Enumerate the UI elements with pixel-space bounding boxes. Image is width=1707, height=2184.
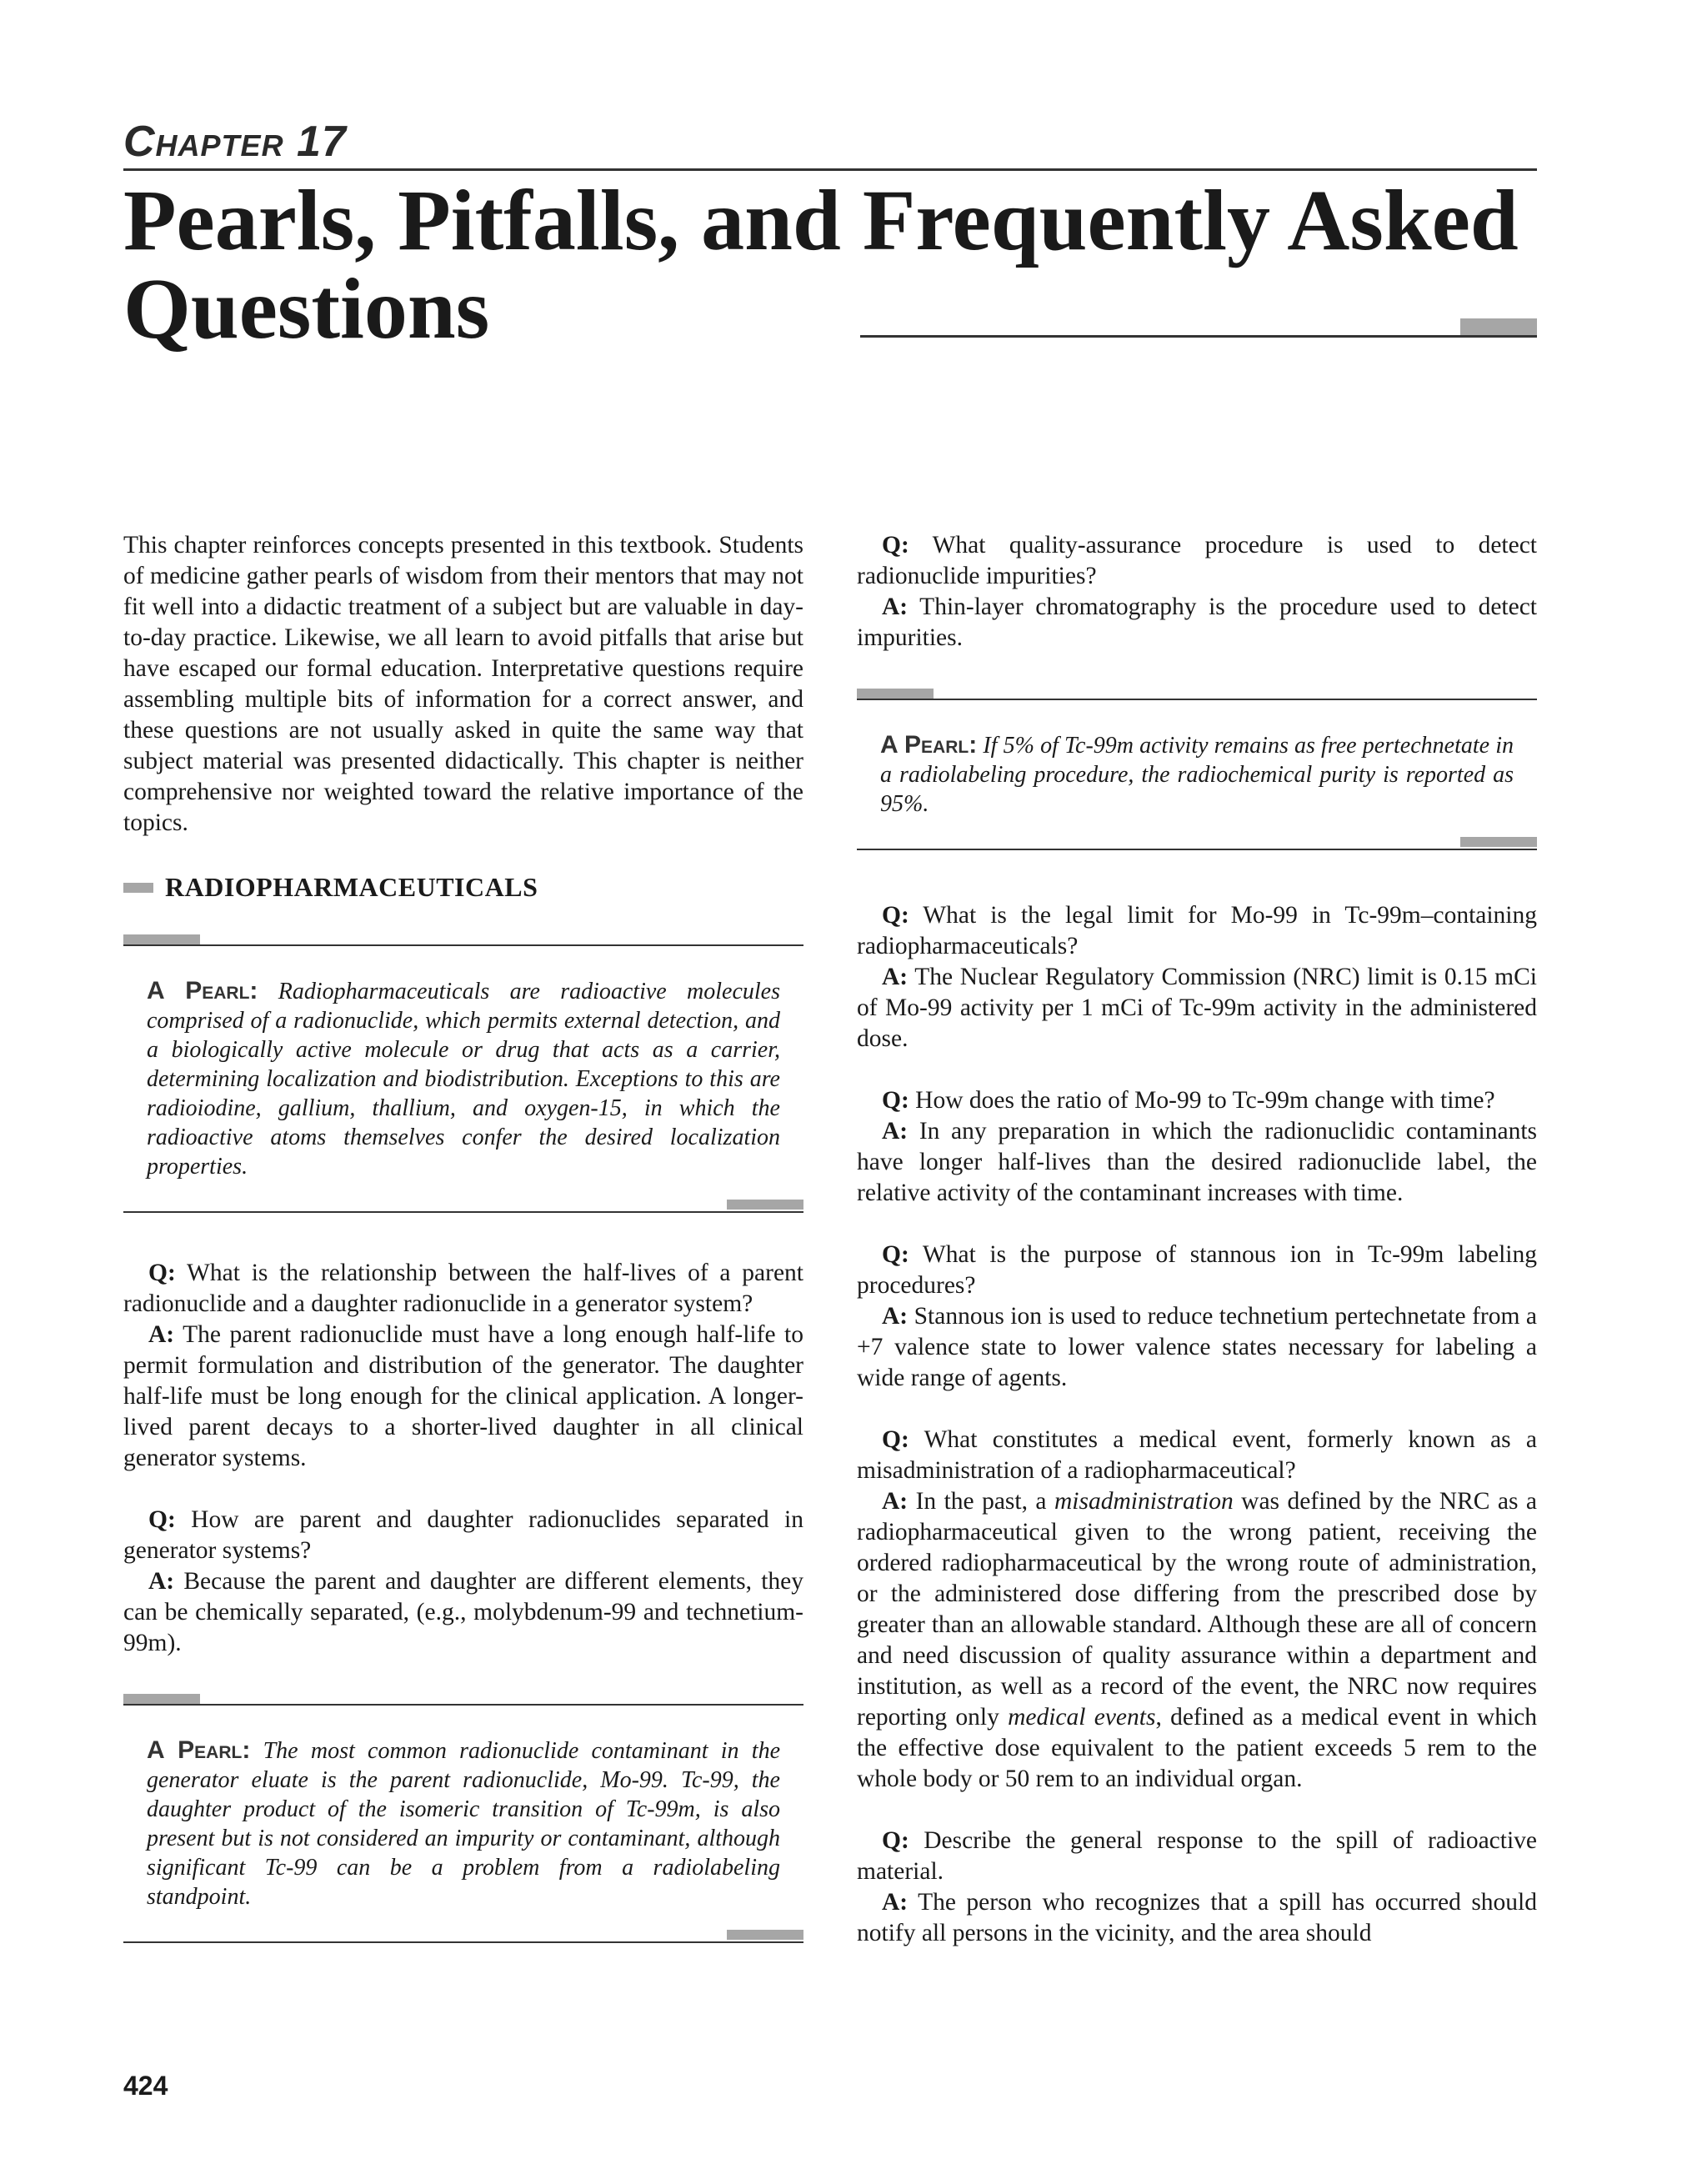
- section-heading-text: RADIOPHARMACEUTICALS: [165, 872, 538, 902]
- question-label: Q:: [882, 1087, 909, 1114]
- answer-text: The person who recognizes that a spill has occurred should notify all persons in the vicinity, and the area should: [857, 1889, 1538, 1946]
- answer: [857, 1301, 1537, 1394]
- question-text: What is the relationship between the half-lives of a parent radionuclide and a daughter radionuclide in a generator system?: [123, 1260, 803, 1317]
- pearl-box: [857, 699, 1537, 850]
- answer: [857, 1887, 1537, 1949]
- title-accent-bar: [1460, 318, 1537, 335]
- answer-label: A:: [882, 964, 909, 990]
- answer: [857, 1486, 1537, 1795]
- qa-block: [123, 1258, 803, 1474]
- question-text: How are parent and daughter radionuclides separated in generator systems?: [123, 1506, 803, 1564]
- question: [857, 900, 1537, 962]
- pearl-box: [123, 1704, 803, 1943]
- right-column: [857, 530, 1537, 1980]
- pearl-bottom-bar: [1460, 837, 1537, 847]
- chapter-label: Chapter 17: [123, 118, 347, 166]
- question-label: Q:: [882, 1827, 909, 1854]
- answer-text: Because the parent and daughter are different elements, they can be chemically separated, (e.g., molybdenum-99 and technetium-99m).: [123, 1568, 804, 1656]
- intro-paragraph: This chapter reinforces concepts presented in this textbook. Students of medicine gather pearls of wisdom from their mentors that may not fit well into a didactic treatment of a subject but are valuable in day-to-day practice. Likewise, we all learn to avoid pitfalls that arise but have escaped our formal education. Interpretative questions require assembling multiple bits of information for a correct answer, and these questions are not usually asked in quite the same way that subject material was presented didactically. This chapter is neither comprehensive nor weighted toward the relative importance of the topics.: [123, 532, 803, 836]
- answer-label: A:: [882, 1889, 909, 1916]
- pearl-body: The most common radionuclide contaminant in the generator eluate is the parent radionuclide, Mo-99. Tc-99, the daughter product of the isomeric transition of Tc-99m, is also present but is not considered an impurity or contaminant, although significant Tc-99 can be a problem from a radiolabeling standpoint.: [147, 1738, 781, 1910]
- chapter-title: Pearls, Pitfalls, and Frequently Asked Questions: [123, 173, 1519, 357]
- qa-block: [857, 1425, 1537, 1795]
- question-label: Q:: [882, 902, 909, 929]
- question: [123, 1505, 803, 1566]
- answer-text-1: In the past, a: [915, 1488, 1054, 1515]
- pearl-top-bar: [123, 934, 200, 944]
- answer-label: A:: [882, 1488, 909, 1515]
- question-text: How does the ratio of Mo-99 to Tc-99m change with time?: [915, 1087, 1495, 1114]
- answer-text: Stannous ion is used to reduce technetium pertechnetate from a +7 valence state to lower valence states necessary for labeling a wide range of agents.: [857, 1303, 1537, 1391]
- question-label: Q:: [882, 532, 909, 559]
- pearl-top-bar: [123, 1694, 200, 1704]
- pearl-bottom-bar: [727, 1200, 803, 1210]
- question: [857, 1425, 1537, 1486]
- question: [857, 1826, 1537, 1887]
- answer: [123, 1320, 803, 1474]
- answer-text-2: was defined by the NRC as a radiopharmaceutical given to the wrong patient, receiving the ordered radiopharmaceutical by the wrong route of administration, or the administered dose differing from the prescribed dose by greater than an allowable standard. Although these are all of concern and need discussion of quality assurance within a department and institution, as well as a record of the event, the NRC now requires reporting only: [857, 1488, 1537, 1731]
- section-heading: [123, 872, 803, 903]
- pearl-top-bar: [857, 689, 934, 699]
- qa-block: [857, 900, 1537, 1054]
- question: [857, 1085, 1537, 1116]
- answer: [857, 592, 1537, 654]
- question: [857, 530, 1537, 592]
- title-rule: [860, 335, 1537, 338]
- pearl-text: [147, 976, 780, 1181]
- question: [857, 1240, 1537, 1301]
- answer-text-3: , defined as a medical event in which the effective dose equivalent to the patient exceeds 5 rem to the whole body or 50 rem to an individual organ.: [857, 1704, 1537, 1792]
- qa-block: [857, 1085, 1537, 1209]
- question-text: Describe the general response to the spill of radioactive material.: [857, 1827, 1538, 1885]
- pearl-box: [123, 944, 803, 1213]
- left-column: [123, 530, 803, 1988]
- answer-emphasis-medical-events: medical events: [1008, 1704, 1156, 1731]
- question-label: Q:: [148, 1260, 176, 1286]
- answer-emphasis-misadministration: misadministration: [1054, 1488, 1234, 1515]
- answer: [857, 962, 1537, 1054]
- page-number: 424: [123, 2071, 168, 2101]
- pearl-label: A Pearl:: [147, 977, 258, 1004]
- answer-text: In any preparation in which the radionuclidic contaminants have longer half-lives than the desired radionuclide label, the relative activity of the contaminant increases with time.: [857, 1118, 1538, 1206]
- answer-text: The parent radionuclide must have a long enough half-life to permit formulation and distribution of the generator. The daughter half-life must be long enough for the clinical application. A longer-lived parent decays to a shorter-lived daughter in all clinical generator systems.: [123, 1321, 803, 1471]
- question-text: What quality-assurance procedure is used to detect radionuclide impurities?: [857, 532, 1537, 589]
- pearl-body: If 5% of Tc-99m activity remains as free pertechnetate in a radiolabeling procedure, the radiochemical purity is reported as 95%.: [880, 733, 1514, 817]
- pearl-bottom-bar: [727, 1930, 803, 1940]
- answer-text: Thin-layer chromatography is the procedure used to detect impurities.: [857, 594, 1537, 651]
- answer-text: The Nuclear Regulatory Commission (NRC) limit is 0.15 mCi of Mo-99 activity per 1 mCi of Tc-99m activity in the administered dose.: [857, 964, 1537, 1052]
- question-label: Q:: [882, 1241, 909, 1268]
- qa-block: [857, 530, 1537, 654]
- question-label: Q:: [882, 1426, 909, 1453]
- pearl-body: Radiopharmaceuticals are radioactive molecules comprised of a radionuclide, which permits external detection, and a biologically active molecule or drug that acts as a carrier, determining localization and biodistribution. Exceptions to this are radioiodine, gallium, thallium, and oxygen-15, in which the radioactive atoms themselves confer the desired localization properties.: [147, 979, 781, 1180]
- header-top-rule: [123, 168, 1537, 171]
- qa-block: [857, 1240, 1537, 1394]
- answer-label: A:: [882, 1118, 909, 1145]
- qa-block: [123, 1505, 803, 1659]
- pearl-label: A Pearl:: [147, 1736, 251, 1764]
- answer: [857, 1116, 1537, 1209]
- pearl-text: [880, 730, 1514, 819]
- answer-label: A:: [148, 1568, 175, 1595]
- answer-label: A:: [882, 594, 909, 620]
- answer-label: A:: [148, 1321, 175, 1348]
- answer: [123, 1566, 803, 1659]
- question: [123, 1258, 803, 1320]
- question-text: What constitutes a medical event, formerly known as a misadministration of a radiopharmaceutical?: [857, 1426, 1537, 1484]
- qa-block: [857, 1826, 1537, 1949]
- question-text: What is the purpose of stannous ion in Tc-99m labeling procedures?: [857, 1241, 1538, 1299]
- question-text: What is the legal limit for Mo-99 in Tc-99m–containing radiopharmaceuticals?: [857, 902, 1538, 959]
- section-bar: [123, 883, 153, 893]
- answer-label: A:: [882, 1303, 909, 1330]
- pearl-label: A Pearl:: [880, 731, 978, 759]
- question-label: Q:: [148, 1506, 176, 1533]
- pearl-text: [147, 1736, 780, 1911]
